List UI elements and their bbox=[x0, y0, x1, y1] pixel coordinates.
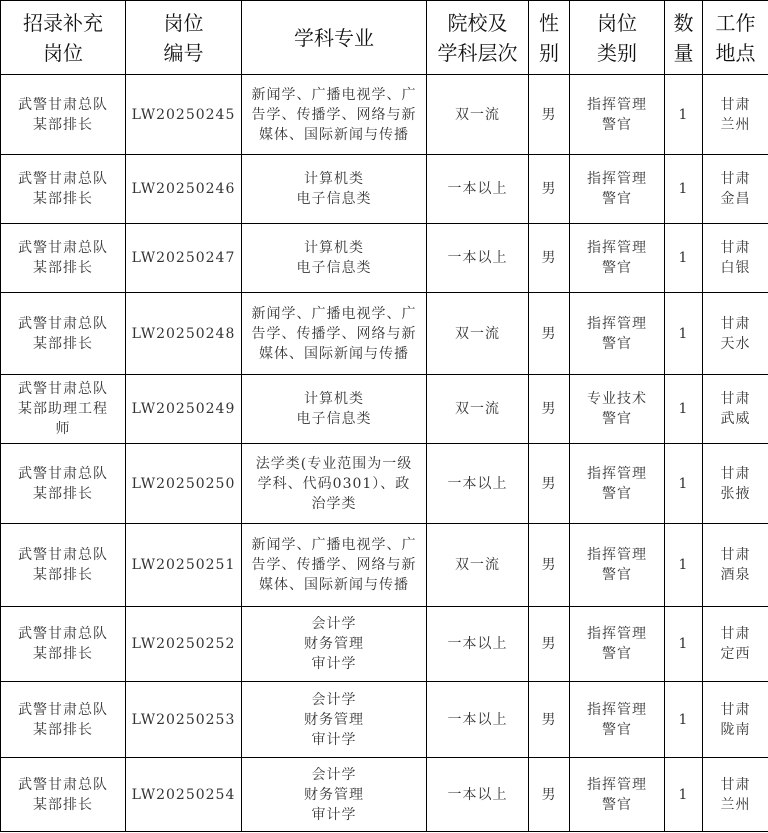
position-line: 武警甘肃总队 bbox=[18, 315, 108, 332]
table-row bbox=[1, 524, 768, 607]
major-line: 会计学 bbox=[311, 766, 357, 783]
category-cell bbox=[570, 607, 665, 682]
location-line: 金昌 bbox=[720, 191, 751, 207]
code-cell: LW20250249 bbox=[126, 375, 242, 444]
category-line: 指挥管理 bbox=[587, 171, 647, 187]
code-cell: LW20250252 bbox=[126, 607, 242, 682]
gender-cell: 男 bbox=[529, 155, 570, 224]
gender-cell: 男 bbox=[529, 444, 570, 524]
code-cell: LW20250245 bbox=[126, 75, 242, 155]
position-line: 武警甘肃总队 bbox=[18, 701, 108, 718]
location-line: 甘肃 bbox=[720, 171, 751, 187]
major-line: 财务管理 bbox=[304, 786, 364, 803]
location-cell bbox=[703, 682, 768, 758]
position-cell bbox=[1, 293, 126, 375]
major-cell bbox=[242, 293, 427, 375]
code-cell: LW20250254 bbox=[126, 758, 242, 832]
code-cell: LW20250247 bbox=[126, 224, 242, 293]
major-cell bbox=[242, 224, 427, 293]
category-cell bbox=[570, 75, 665, 155]
category-cell bbox=[570, 375, 665, 444]
location-cell bbox=[703, 155, 768, 224]
major-line: 审计学 bbox=[311, 656, 357, 672]
category-line: 指挥管理 bbox=[587, 626, 647, 642]
table-row bbox=[1, 155, 768, 224]
level-cell: 一本以上 bbox=[427, 682, 529, 758]
gender-cell: 男 bbox=[529, 375, 570, 444]
location-cell bbox=[703, 524, 768, 607]
location-line: 甘肃 bbox=[720, 701, 751, 718]
location-line: 白银 bbox=[720, 260, 751, 276]
category-cell bbox=[570, 224, 665, 293]
location-line: 甘肃 bbox=[720, 315, 751, 332]
location-line: 酒泉 bbox=[720, 567, 751, 583]
gender-cell: 男 bbox=[529, 524, 570, 607]
header-major: 学科专业 bbox=[242, 1, 427, 75]
table-row bbox=[1, 375, 768, 444]
gender-cell: 男 bbox=[529, 607, 570, 682]
position-line: 某部排长 bbox=[33, 567, 93, 583]
category-line: 指挥管理 bbox=[587, 465, 647, 482]
location-line: 武威 bbox=[720, 411, 751, 427]
major-line: 媒体、国际新闻与传播 bbox=[259, 345, 409, 362]
level-cell: 双一流 bbox=[427, 75, 529, 155]
table-row bbox=[1, 444, 768, 524]
major-line: 财务管理 bbox=[304, 636, 364, 652]
major-line: 学科、代码0301）、政 bbox=[257, 475, 411, 492]
table-row bbox=[1, 75, 768, 155]
header-row bbox=[1, 1, 768, 75]
location-line: 甘肃 bbox=[720, 391, 751, 407]
category-line: 警官 bbox=[602, 567, 632, 583]
position-line: 武警甘肃总队 bbox=[18, 776, 108, 793]
code-cell: LW20250248 bbox=[126, 293, 242, 375]
position-line: 武警甘肃总队 bbox=[18, 171, 108, 187]
table-row bbox=[1, 607, 768, 682]
quantity-cell: 1 bbox=[665, 75, 703, 155]
position-line: 武警甘肃总队 bbox=[18, 465, 108, 482]
level-cell: 双一流 bbox=[427, 293, 529, 375]
quantity-cell: 1 bbox=[665, 155, 703, 224]
location-line: 甘肃 bbox=[720, 547, 751, 563]
major-line: 电子信息类 bbox=[296, 191, 372, 207]
major-line: 计算机类 bbox=[304, 171, 364, 187]
header-gender: 性 别 bbox=[529, 1, 570, 75]
category-line: 警官 bbox=[602, 191, 632, 207]
position-cell bbox=[1, 682, 126, 758]
location-cell bbox=[703, 293, 768, 375]
quantity-cell: 1 bbox=[665, 607, 703, 682]
code-cell: LW20250246 bbox=[126, 155, 242, 224]
quantity-cell: 1 bbox=[665, 224, 703, 293]
gender-cell: 男 bbox=[529, 224, 570, 293]
position-line: 武警甘肃总队 bbox=[18, 381, 108, 397]
major-cell bbox=[242, 607, 427, 682]
location-cell bbox=[703, 75, 768, 155]
quantity-cell: 1 bbox=[665, 375, 703, 444]
category-line: 指挥管理 bbox=[587, 315, 647, 332]
category-line: 警官 bbox=[602, 485, 632, 502]
category-line: 警官 bbox=[602, 411, 632, 427]
table-row bbox=[1, 293, 768, 375]
major-line: 告学、传播学、网络与新 bbox=[251, 325, 417, 342]
code-cell: LW20250251 bbox=[126, 524, 242, 607]
level-cell: 一本以上 bbox=[427, 224, 529, 293]
code-cell: LW20250253 bbox=[126, 682, 242, 758]
position-cell bbox=[1, 375, 126, 444]
position-cell bbox=[1, 444, 126, 524]
gender-cell: 男 bbox=[529, 758, 570, 832]
location-line: 甘肃 bbox=[720, 96, 751, 113]
position-line: 武警甘肃总队 bbox=[18, 96, 108, 113]
position-line: 武警甘肃总队 bbox=[18, 547, 108, 563]
category-line: 警官 bbox=[602, 335, 632, 352]
position-cell bbox=[1, 524, 126, 607]
location-line: 定西 bbox=[720, 646, 751, 662]
category-line: 指挥管理 bbox=[587, 96, 647, 113]
major-cell bbox=[242, 444, 427, 524]
location-line: 甘肃 bbox=[720, 776, 751, 793]
major-cell bbox=[242, 375, 427, 444]
location-line: 甘肃 bbox=[720, 465, 751, 482]
category-line: 警官 bbox=[602, 646, 632, 662]
category-cell bbox=[570, 293, 665, 375]
major-line: 计算机类 bbox=[304, 240, 364, 256]
position-line: 武警甘肃总队 bbox=[18, 240, 108, 256]
location-line: 天水 bbox=[720, 335, 751, 352]
position-line: 某部排长 bbox=[33, 335, 93, 352]
quantity-cell: 1 bbox=[665, 444, 703, 524]
major-line: 会计学 bbox=[311, 616, 357, 632]
location-cell bbox=[703, 758, 768, 832]
location-line: 甘肃 bbox=[720, 240, 751, 256]
major-line: 电子信息类 bbox=[296, 260, 372, 276]
position-cell bbox=[1, 224, 126, 293]
location-line: 兰州 bbox=[720, 116, 751, 133]
position-line: 某部排长 bbox=[33, 260, 93, 276]
position-line: 某部排长 bbox=[33, 721, 93, 738]
major-line: 新闻学、广播电视学、广 bbox=[251, 305, 417, 322]
major-line: 新闻学、广播电视学、广 bbox=[251, 537, 417, 553]
table-body bbox=[1, 75, 768, 832]
major-line: 新闻学、广播电视学、广 bbox=[251, 86, 417, 103]
level-cell: 一本以上 bbox=[427, 444, 529, 524]
table-row bbox=[1, 224, 768, 293]
position-cell bbox=[1, 75, 126, 155]
category-line: 指挥管理 bbox=[587, 240, 647, 256]
category-cell bbox=[570, 155, 665, 224]
major-line: 审计学 bbox=[311, 806, 357, 823]
major-line: 会计学 bbox=[311, 691, 357, 708]
level-cell: 双一流 bbox=[427, 375, 529, 444]
location-cell bbox=[703, 444, 768, 524]
position-cell bbox=[1, 607, 126, 682]
position-line: 某部排长 bbox=[33, 116, 93, 133]
major-cell bbox=[242, 524, 427, 607]
category-line: 警官 bbox=[602, 796, 632, 813]
position-line: 某部排长 bbox=[33, 485, 93, 502]
location-line: 兰州 bbox=[720, 796, 751, 813]
location-line: 张掖 bbox=[720, 485, 751, 502]
location-cell bbox=[703, 375, 768, 444]
quantity-cell: 1 bbox=[665, 524, 703, 607]
position-line: 某部排长 bbox=[33, 191, 93, 207]
header-code: 岗位 编号 bbox=[126, 1, 242, 75]
position-cell bbox=[1, 155, 126, 224]
position-cell bbox=[1, 758, 126, 832]
quantity-cell: 1 bbox=[665, 758, 703, 832]
major-cell bbox=[242, 682, 427, 758]
gender-cell: 男 bbox=[529, 682, 570, 758]
location-line: 甘肃 bbox=[720, 626, 751, 642]
location-cell bbox=[703, 607, 768, 682]
level-cell: 一本以上 bbox=[427, 758, 529, 832]
gender-cell: 男 bbox=[529, 293, 570, 375]
position-line: 武警甘肃总队 bbox=[18, 626, 108, 642]
category-line: 警官 bbox=[602, 721, 632, 738]
major-line: 媒体、国际新闻与传播 bbox=[259, 126, 409, 143]
major-line: 告学、传播学、网络与新 bbox=[251, 557, 417, 573]
header-location: 工作 地点 bbox=[703, 1, 768, 75]
header-category: 岗位 类别 bbox=[570, 1, 665, 75]
major-cell bbox=[242, 75, 427, 155]
major-cell bbox=[242, 758, 427, 832]
major-line: 审计学 bbox=[311, 731, 357, 748]
location-line: 陇南 bbox=[720, 721, 751, 738]
category-line: 专业技术 bbox=[587, 391, 647, 407]
major-line: 计算机类 bbox=[304, 391, 364, 407]
table-row bbox=[1, 758, 768, 832]
location-cell bbox=[703, 224, 768, 293]
category-cell bbox=[570, 444, 665, 524]
table-row bbox=[1, 682, 768, 758]
code-cell: LW20250250 bbox=[126, 444, 242, 524]
category-cell bbox=[570, 682, 665, 758]
category-line: 警官 bbox=[602, 116, 632, 133]
quantity-cell: 1 bbox=[665, 293, 703, 375]
major-line: 法学类(专业范围为一级 bbox=[255, 455, 413, 472]
major-cell bbox=[242, 155, 427, 224]
major-line: 告学、传播学、网络与新 bbox=[251, 106, 417, 123]
category-line: 指挥管理 bbox=[587, 776, 647, 793]
gender-cell: 男 bbox=[529, 75, 570, 155]
level-cell: 双一流 bbox=[427, 524, 529, 607]
category-cell bbox=[570, 524, 665, 607]
quantity-cell: 1 bbox=[665, 682, 703, 758]
header-position: 招录补充 岗位 bbox=[1, 1, 126, 75]
level-cell: 一本以上 bbox=[427, 155, 529, 224]
level-cell: 一本以上 bbox=[427, 607, 529, 682]
major-line: 治学类 bbox=[311, 495, 357, 512]
category-line: 警官 bbox=[602, 260, 632, 276]
position-line: 某部助理工程 bbox=[18, 401, 108, 417]
position-line: 某部排长 bbox=[33, 796, 93, 813]
category-line: 指挥管理 bbox=[587, 701, 647, 718]
position-line: 某部排长 bbox=[33, 646, 93, 662]
category-line: 指挥管理 bbox=[587, 547, 647, 563]
position-line: 师 bbox=[55, 421, 71, 437]
major-line: 财务管理 bbox=[304, 711, 364, 728]
header-level: 院校及 学科层次 bbox=[427, 1, 529, 75]
category-cell bbox=[570, 758, 665, 832]
header-quantity: 数 量 bbox=[665, 1, 703, 75]
major-line: 电子信息类 bbox=[296, 411, 372, 427]
major-line: 媒体、国际新闻与传播 bbox=[259, 577, 409, 593]
